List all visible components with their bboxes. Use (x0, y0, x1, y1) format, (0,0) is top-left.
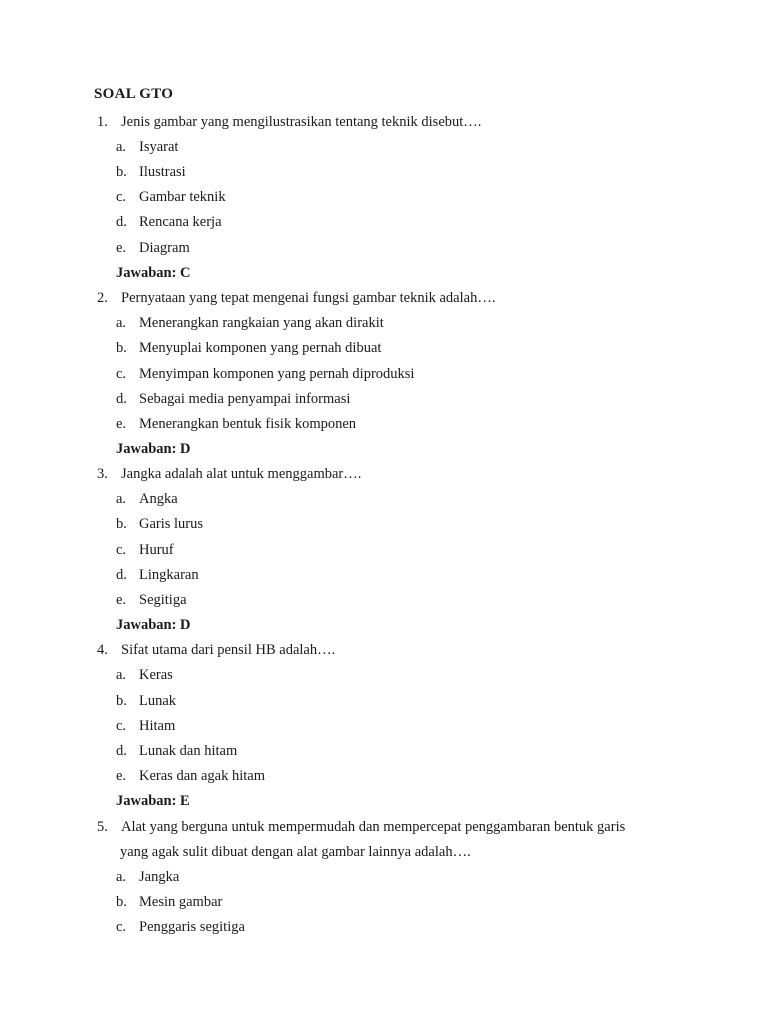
option-text: Lunak (139, 693, 177, 709)
question-text: Sifat utama dari pensil HB adalah…. (121, 642, 336, 658)
option-letter: b. (116, 164, 127, 180)
option-text: Jangka (139, 869, 180, 885)
option-text: Segitiga (139, 592, 187, 608)
option-text: Sebagai media penyampai informasi (139, 391, 351, 407)
option-text: Menerangkan rangkaian yang akan dirakit (139, 315, 384, 331)
option-text: Gambar teknik (139, 189, 226, 205)
question-number: 5. (97, 819, 108, 835)
option-text: Keras dan agak hitam (139, 768, 266, 784)
option-letter: c. (116, 542, 127, 558)
option-letter: b. (116, 340, 127, 356)
answer-key: Jawaban: C (116, 265, 191, 281)
question-text: Pernyataan yang tepat mengenai fungsi gambar teknik adalah…. (121, 290, 496, 306)
option-letter: b. (116, 516, 127, 532)
answer-key: Jawaban: E (116, 793, 190, 809)
option-letter: e. (116, 592, 127, 608)
option-letter: c. (116, 718, 127, 734)
option-text: Rencana kerja (139, 214, 222, 230)
option-letter: c. (116, 189, 127, 205)
question-number: 2. (97, 290, 108, 306)
question-number: 4. (97, 642, 108, 658)
option-letter: c. (116, 366, 127, 382)
option-letter: e. (116, 416, 127, 432)
option-letter: a. (116, 315, 127, 331)
option-letter: c. (116, 919, 127, 935)
option-letter: a. (116, 491, 127, 507)
option-text: Garis lurus (139, 516, 204, 532)
option-text: Angka (139, 491, 178, 507)
option-letter: b. (116, 894, 127, 910)
question-number: 1. (97, 114, 108, 130)
option-letter: a. (116, 667, 127, 683)
option-letter: d. (116, 214, 127, 230)
option-letter: a. (116, 869, 127, 885)
option-text: Lingkaran (139, 567, 199, 583)
document-title: SOAL GTO (94, 86, 174, 102)
option-letter: d. (116, 743, 127, 759)
option-letter: e. (116, 240, 127, 256)
option-text: Isyarat (139, 139, 179, 155)
option-text: Keras (139, 667, 173, 683)
option-text: Ilustrasi (139, 164, 186, 180)
question-text: Jenis gambar yang mengilustrasikan tentang teknik disebut…. (121, 114, 482, 130)
option-text: Menyuplai komponen yang pernah dibuat (139, 340, 382, 356)
question-text: Jangka adalah alat untuk menggambar…. (121, 466, 362, 482)
option-text: Huruf (139, 542, 174, 558)
option-text: Mesin gambar (139, 894, 223, 910)
option-text: Menerangkan bentuk fisik komponen (139, 416, 357, 432)
answer-key: Jawaban: D (116, 441, 191, 457)
option-text: Lunak dan hitam (139, 743, 238, 759)
answer-key: Jawaban: D (116, 617, 191, 633)
option-letter: b. (116, 693, 127, 709)
option-letter: d. (116, 567, 127, 583)
option-letter: e. (116, 768, 127, 784)
option-text: Hitam (139, 718, 176, 734)
option-text: Penggaris segitiga (139, 919, 245, 935)
option-letter: a. (116, 139, 127, 155)
option-text: Diagram (139, 240, 190, 256)
question-text: Alat yang berguna untuk mempermudah dan mempercepat penggambaran bentuk garis (121, 819, 626, 835)
question-text-continued: yang agak sulit dibuat dengan alat gambar lainnya adalah…. (120, 844, 471, 860)
option-letter: d. (116, 391, 127, 407)
option-text: Menyimpan komponen yang pernah diproduksi (139, 366, 415, 382)
question-number: 3. (97, 466, 108, 482)
